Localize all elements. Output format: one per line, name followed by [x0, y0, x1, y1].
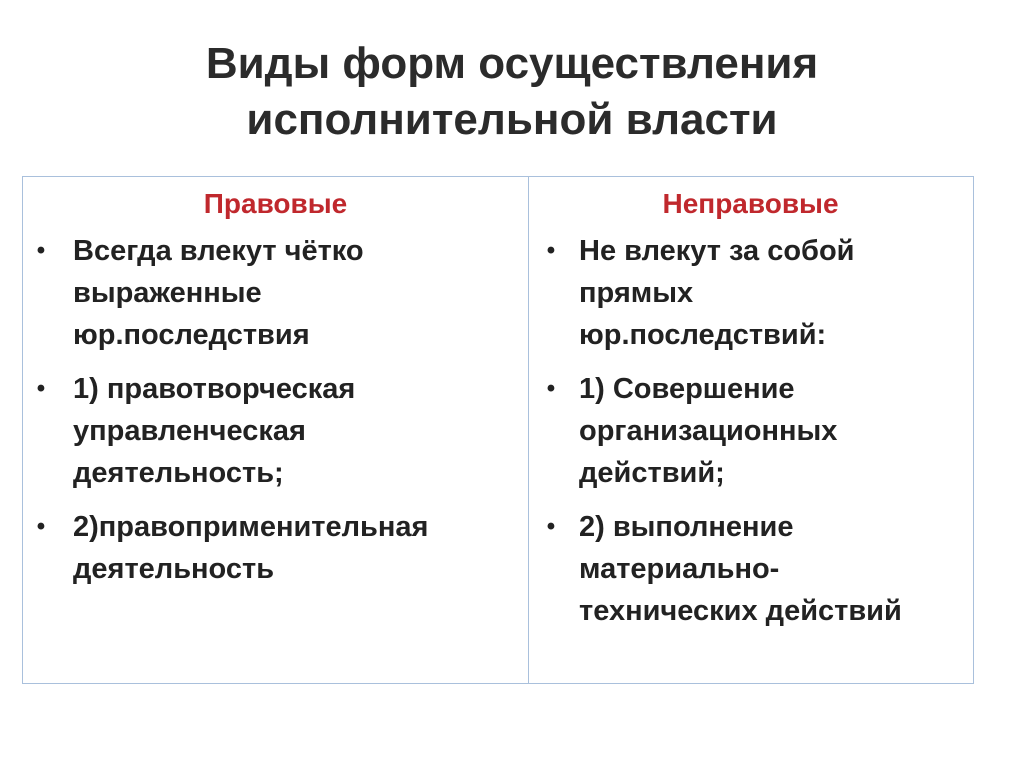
item-line: действий; [579, 457, 725, 489]
item-line: 1) правотворческая [73, 373, 356, 405]
column-nonlegal [529, 177, 972, 683]
bullet-icon: • [546, 237, 556, 264]
column-heading-legal: Правовые [203, 188, 348, 219]
item-line: юр.последствий: [579, 319, 827, 351]
item-line: юр.последствия [73, 319, 310, 351]
item-line: технических действий [579, 595, 902, 627]
item-line: материально- [579, 553, 780, 585]
item-line: 2)правоприменительная [73, 511, 429, 543]
page-title [0, 36, 1024, 148]
item-line: 2) выполнение [579, 511, 794, 543]
list-item [529, 230, 972, 356]
column-heading-nonlegal: Неправовые [662, 188, 839, 219]
comparison-table [22, 176, 974, 684]
title-line-1: Виды форм осуществления [205, 39, 819, 88]
bullet-icon: • [36, 513, 46, 540]
item-line: прямых [579, 277, 694, 309]
legal-list [23, 230, 528, 590]
title-line-2: исполнительной власти [246, 95, 778, 144]
list-item [23, 506, 528, 590]
item-line: деятельность; [73, 457, 284, 489]
item-line: Всегда влекут чётко [73, 235, 364, 267]
item-line: Не влекут за собой [579, 235, 855, 267]
item-line: 1) Совершение [579, 373, 795, 405]
bullet-icon: • [546, 513, 556, 540]
nonlegal-list [529, 230, 972, 632]
column-legal [23, 177, 529, 683]
item-line: организационных [579, 415, 838, 447]
bullet-icon: • [546, 375, 556, 402]
item-line: выраженные [73, 277, 262, 309]
list-item [23, 368, 528, 494]
list-item [23, 230, 528, 356]
item-line: деятельность [73, 553, 275, 585]
list-item [529, 368, 972, 494]
bullet-icon: • [36, 237, 46, 264]
bullet-icon: • [36, 375, 46, 402]
item-line: управленческая [73, 415, 306, 447]
list-item [529, 506, 972, 632]
